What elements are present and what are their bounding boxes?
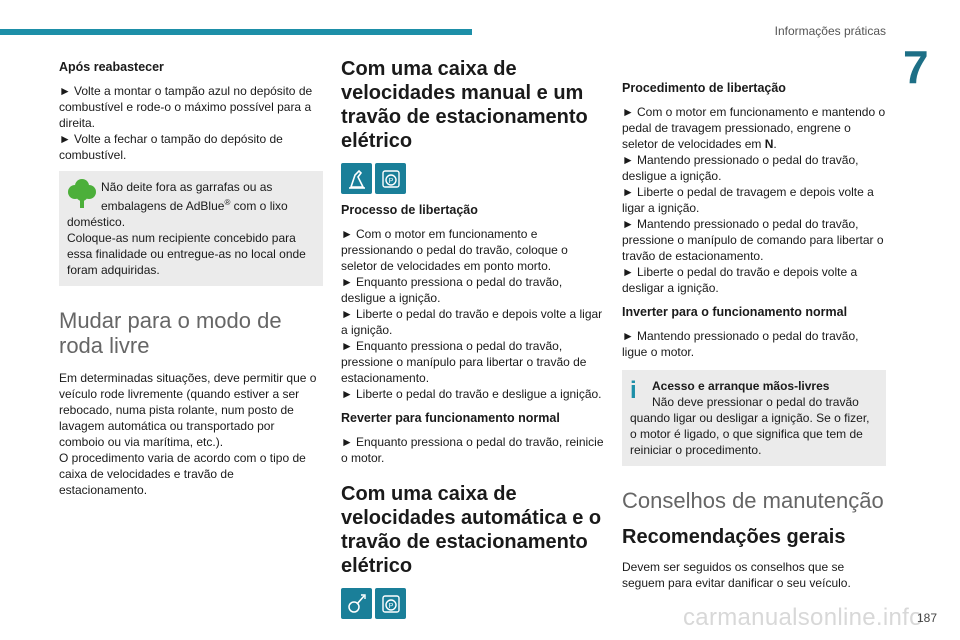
list-item: ► Enquanto pressiona o pedal do travão, desligue a ignição.: [341, 275, 563, 305]
column-3: [622, 72, 886, 597]
parking-brake-icon: [375, 163, 406, 194]
paragraph: Em determinadas situações, deve permitir que o veículo rode livremente (quando estiver a ser rebocado, numa pista rolante, num posto de lavagem automática ou transportado por comboio ou via marítima, etc.).: [59, 371, 317, 449]
icon-group: [341, 163, 605, 194]
info-text: Não deve pressionar o pedal do travão quando ligar ou desligar a ignição. Se o fizer, o motor é ligado, o que significa que tem de reiniciar o procedimento.: [630, 395, 870, 457]
list-item: ► Liberte o pedal do travão e desligue a ignição.: [341, 387, 602, 401]
tree-icon: [67, 177, 97, 209]
svg-text:P: P: [388, 177, 393, 185]
list-item: ► Volte a montar o tampão azul no depósito de combustível e rode-o o máximo possível para a direita.: [59, 84, 313, 130]
column-2: [341, 57, 605, 627]
arrow-icon: ►: [341, 435, 353, 449]
header-accent-bar: [0, 29, 472, 35]
heading-apos-reabastecer: Após reabastecer: [59, 60, 164, 74]
watermark: carmanualsonline.info: [683, 604, 923, 631]
list-item: ► Mantendo pressionado o pedal do travão, pressione o manípulo de comando para libertar o travão de estacionamento.: [622, 217, 884, 263]
gear-selector-icon: [341, 588, 372, 619]
heading-processo-libertacao: Processo de libertação: [341, 203, 478, 217]
list-item: ► Liberte o pedal do travão e depois volte a ligar a ignição.: [341, 307, 603, 337]
info-title: Acesso e arranque mãos-livres: [652, 379, 830, 393]
chapter-number: 7: [903, 41, 929, 93]
column-1: [59, 57, 323, 504]
list-item: ► Liberte o pedal de travagem e depois volte a ligar a ignição.: [622, 185, 874, 215]
arrow-icon: ►: [341, 275, 353, 289]
list-item: ► Liberte o pedal do travão e depois volte a desligar a ignição.: [622, 265, 858, 295]
arrow-icon: ►: [622, 265, 634, 279]
heading-procedimento-libertacao: Procedimento de libertação: [622, 81, 786, 95]
paragraph: Devem ser seguidos os conselhos que se seguem para evitar danificar o seu veículo.: [622, 560, 851, 590]
header-title: Informações práticas: [774, 24, 886, 38]
list-item: ► Enquanto pressiona o pedal do travão, reinicie o motor.: [341, 435, 604, 465]
list-item: ► Com o motor em funcionamento e mantendo o pedal de travagem pressionado, engrene o seletor de velocidades em N.: [622, 105, 886, 151]
paragraph: O procedimento varia de acordo com o tipo de caixa de velocidades e travão de estacionamento.: [59, 451, 306, 497]
arrow-icon: ►: [59, 84, 71, 98]
list-item: ► Mantendo pressionado o pedal do travão, ligue o motor.: [622, 329, 859, 359]
list-item: ► Mantendo pressionado o pedal do travão, desligue a ignição.: [622, 153, 859, 183]
arrow-icon: ►: [341, 307, 353, 321]
title-recomendacoes: Recomendações gerais: [622, 526, 846, 548]
list-item: ► Enquanto pressiona o pedal do travão, pressione o manípulo para libertar o travão de estacionamento.: [341, 339, 587, 385]
arrow-icon: ►: [622, 329, 634, 343]
arrow-icon: ►: [622, 153, 634, 167]
list-item: ► Volte a fechar o tampão do depósito de combustível.: [59, 132, 283, 162]
foot-pedal-icon: [341, 163, 372, 194]
heading-reverter: Reverter para funcionamento normal: [341, 411, 560, 425]
arrow-icon: ►: [622, 185, 634, 199]
environment-note: Não deite fora as garrafas ou as embalagens de AdBlue® com o lixo doméstico. Coloque-as num recipiente concebido para essa finalidade ou entregue-as no local onde foram adquiridas.: [59, 171, 323, 286]
arrow-icon: ►: [341, 339, 353, 353]
info-note: [622, 370, 886, 466]
info-icon: i: [630, 377, 637, 404]
arrow-icon: ►: [341, 227, 353, 241]
page-number: 187: [916, 611, 937, 625]
arrow-icon: ►: [341, 387, 353, 401]
parking-brake-icon: [375, 588, 406, 619]
arrow-icon: ►: [622, 105, 634, 119]
heading-inverter: Inverter para o funcionamento normal: [622, 305, 848, 319]
svg-text:P: P: [388, 602, 393, 610]
list-item: ► Com o motor em funcionamento e pressionando o pedal do travão, coloque o seletor de velocidades em ponto morto.: [341, 227, 568, 273]
title-caixa-manual: Com uma caixa de velocidades manual e um travão de estacionamento elétrico: [341, 58, 588, 152]
icon-group: [341, 588, 605, 619]
arrow-icon: ►: [622, 217, 634, 231]
title-caixa-automatica: Com uma caixa de velocidades automática e o travão de estacionamento elétrico: [341, 483, 602, 577]
section-title-roda-livre: Mudar para o modo de roda livre: [59, 308, 282, 358]
arrow-icon: ►: [59, 132, 71, 146]
section-title-manutencao: Conselhos de manutenção: [622, 488, 884, 513]
